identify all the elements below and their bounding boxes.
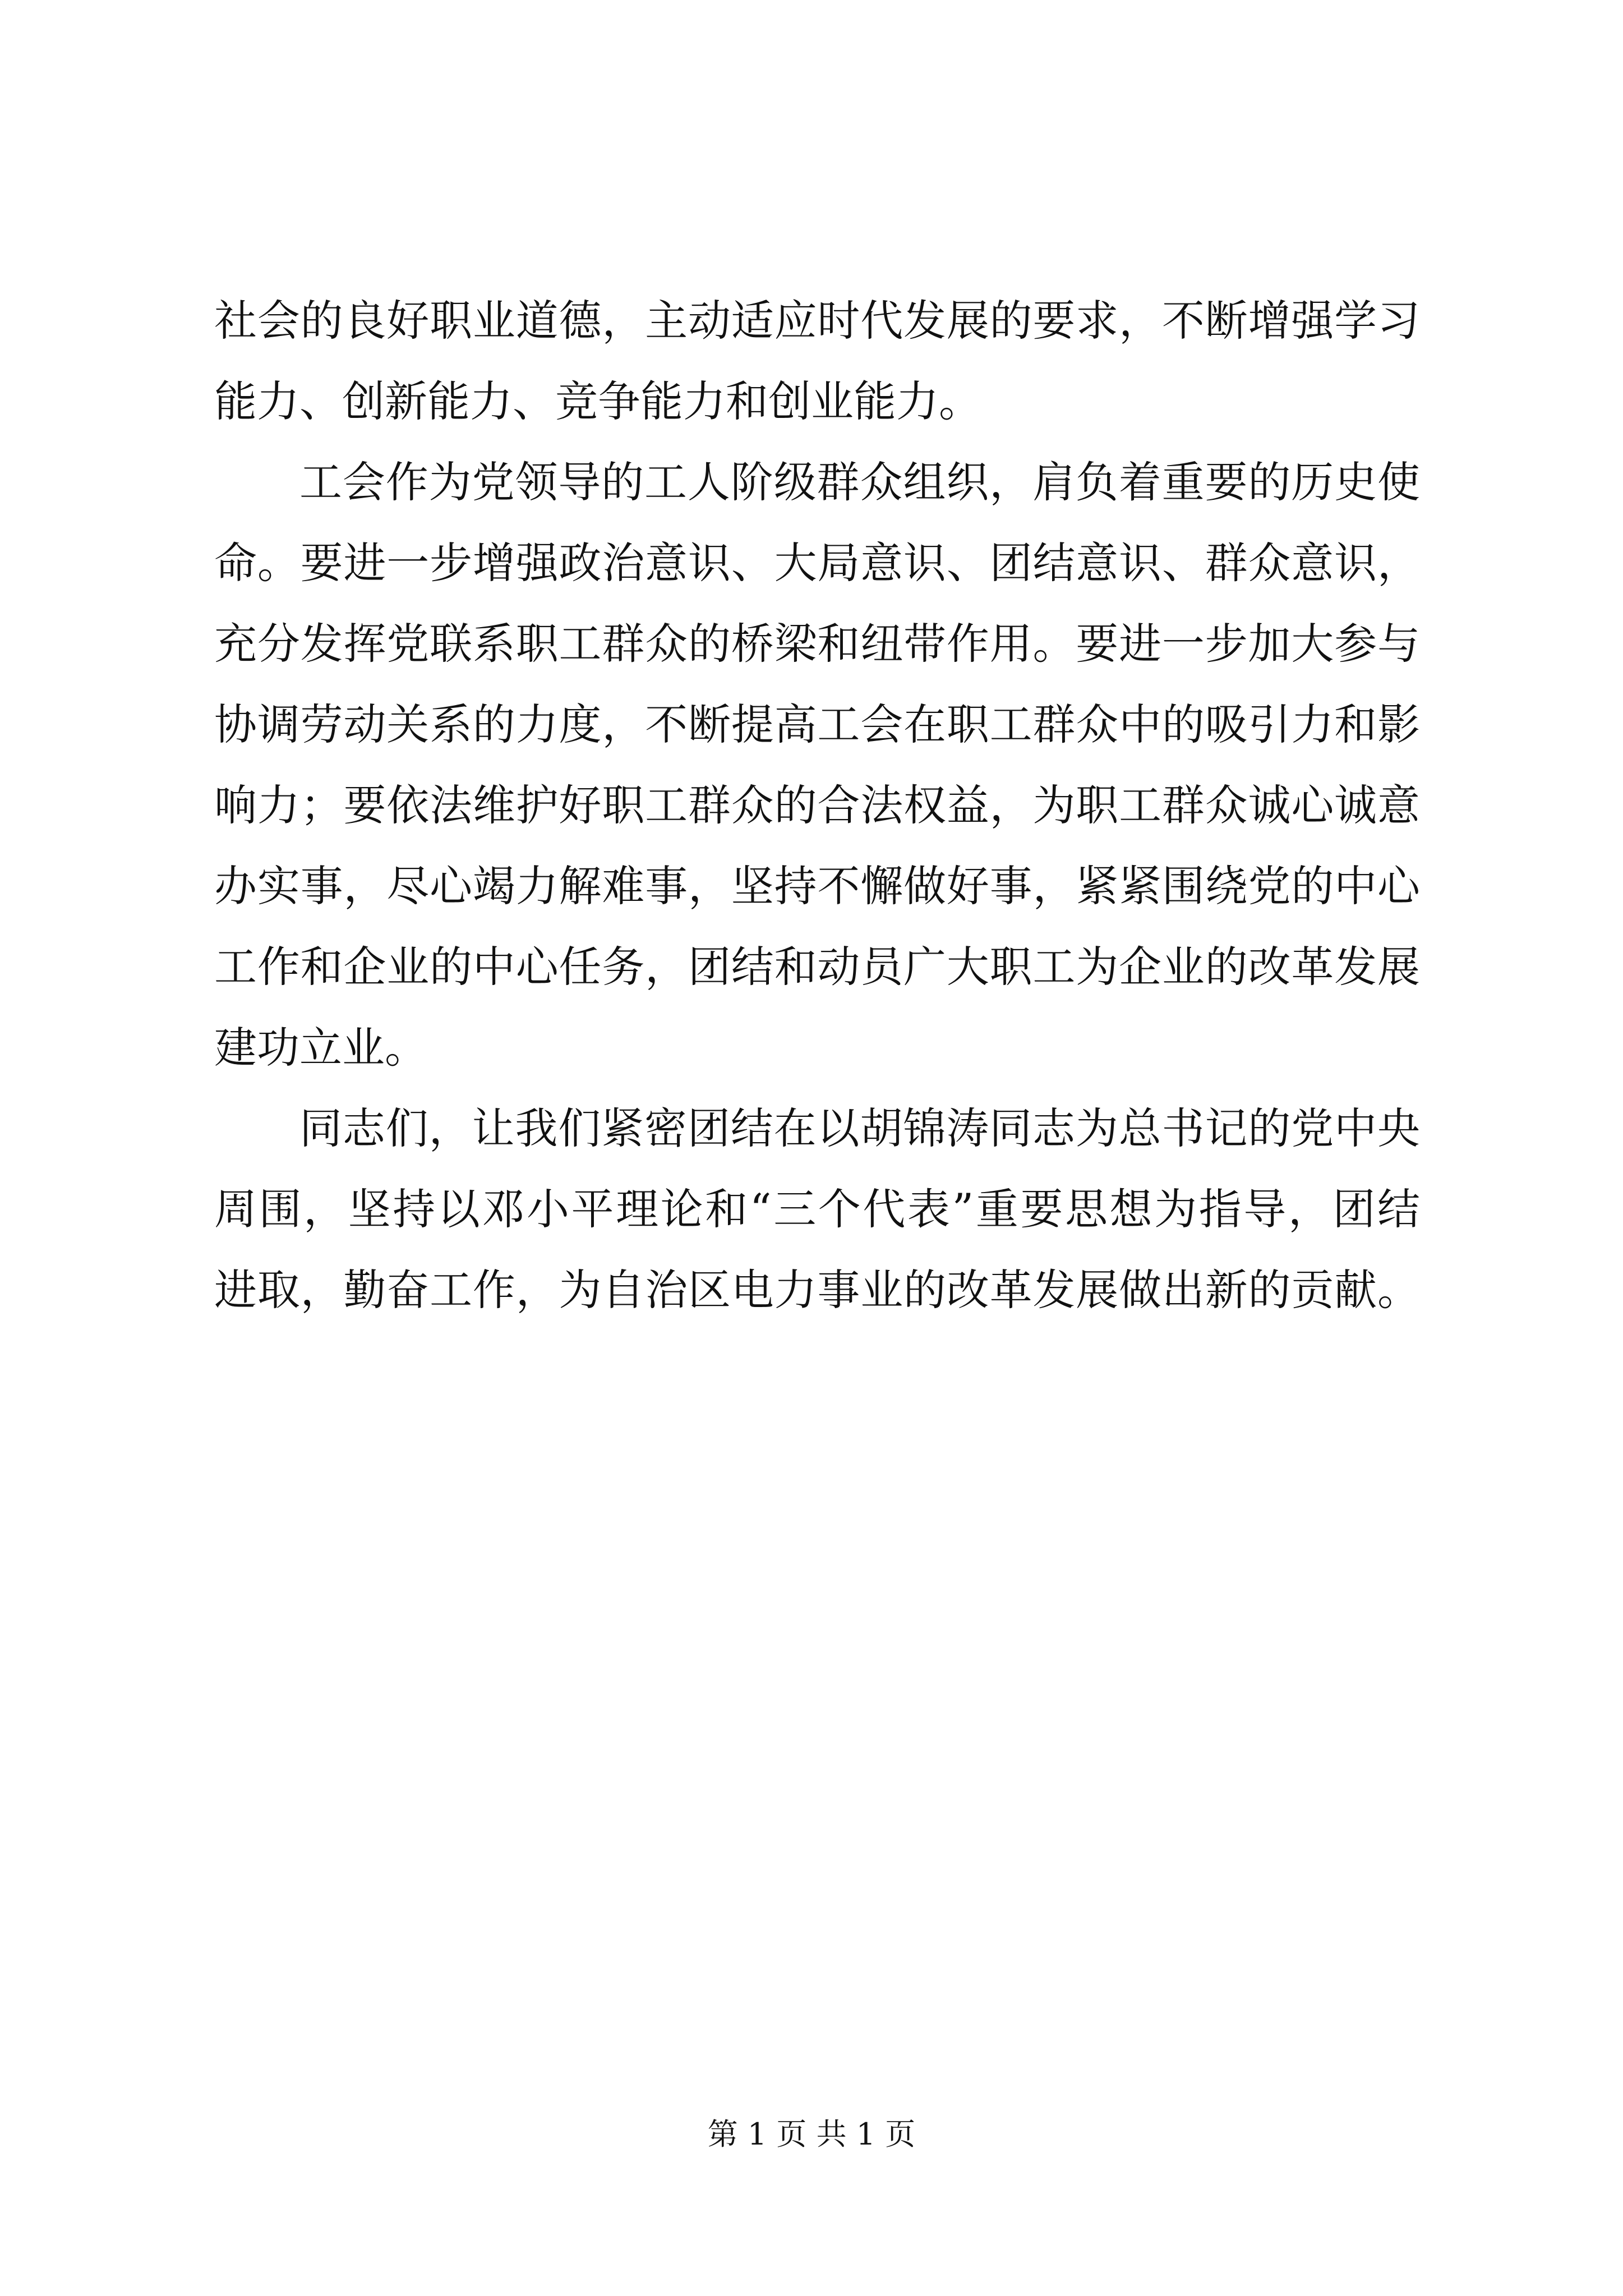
page-number-label: 第 1 页 共 1 页 [707, 2116, 916, 2152]
text-line: 建功立业。 [214, 1023, 427, 1073]
text-line: 进取，勤奋工作，为自治区电力事业的改革发展做出新的贡献。 [214, 1265, 1420, 1315]
text-line: 工会作为党领导的工人阶级群众组织，肩负着重要的历史使 [299, 457, 1420, 507]
text-line: 响力；要依法维护好职工群众的合法权益，为职工群众诚心诚意 [214, 780, 1420, 830]
paragraph-1 [214, 280, 1420, 442]
paragraph-2 [214, 442, 1420, 1088]
text-line: 社会的良好职业道德，主动适应时代发展的要求，不断增强学习 [214, 296, 1420, 346]
text-line: 协调劳动关系的力度，不断提高工会在职工群众中的吸引力和影 [214, 700, 1420, 749]
text-line: 同志们，让我们紧密团结在以胡锦涛同志为总书记的党中央 [299, 1103, 1420, 1153]
paragraph-3 [214, 1088, 1420, 1331]
text-line: 办实事，尽心竭力解难事，坚持不懈做好事，紧紧围绕党的中心 [214, 861, 1420, 911]
text-line: 周围，坚持以邓小平理论和“三个代表”重要思想为指导，团结 [214, 1184, 1420, 1234]
text-line: 工作和企业的中心任务，团结和动员广大职工为企业的改革发展 [214, 942, 1420, 992]
text-line: 命。要进一步增强政治意识、大局意识、团结意识、群众意识， [214, 538, 1420, 588]
page-footer [0, 2115, 1623, 2154]
text-line: 能力、创新能力、竞争能力和创业能力。 [214, 376, 981, 426]
text-line: 充分发挥党联系职工群众的桥梁和纽带作用。要进一步加大参与 [214, 619, 1420, 669]
body-text [214, 280, 1420, 1331]
